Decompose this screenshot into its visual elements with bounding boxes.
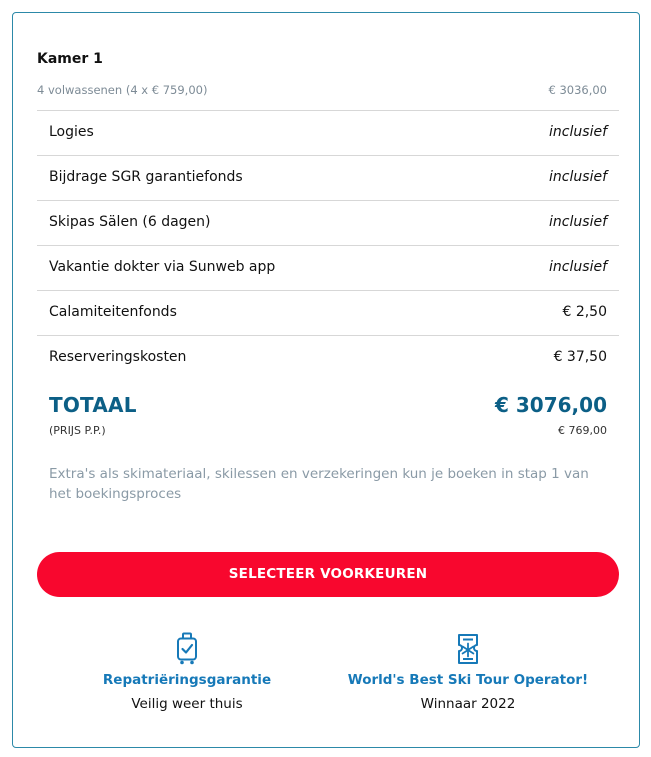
price-row-reserveringskosten [37,335,619,380]
price-row-label: Calamiteitenfonds [49,304,177,320]
room-guests-price: € 3036,00 [548,83,607,97]
select-preferences-button[interactable]: SELECTEER VOORKEUREN [37,552,619,597]
usp-title: World's Best Ski Tour Operator! [347,672,589,688]
price-row-logies [37,110,619,155]
price-row-skipas [37,200,619,245]
price-row-label: Skipas Sälen (6 dagen) [49,214,211,230]
price-row-value: inclusief [549,169,607,185]
luggage-check-icon [174,632,200,666]
price-row-dokter [37,245,619,290]
usp-title: Repatriëringsgarantie [102,672,272,688]
price-row-label: Logies [49,124,94,140]
total-label: TOTAAL [49,393,137,417]
usp-subtitle: Veilig weer thuis [131,696,243,712]
price-row-label: Reserveringskosten [49,349,187,365]
ski-pass-snowflake-icon [455,632,481,666]
price-row-calamiteitenfonds [37,290,619,335]
price-row-value: inclusief [549,214,607,230]
usp-repatriation [42,632,332,712]
usp-award [323,632,613,712]
room-guests: 4 volwassenen (4 x € 759,00) [37,83,208,97]
price-row-value: inclusief [549,124,607,140]
usp-subtitle: Winnaar 2022 [420,696,516,712]
price-row-value: € 37,50 [553,349,607,365]
price-row-value: inclusief [549,259,607,275]
price-row-label: Bijdrage SGR garantiefonds [49,169,243,185]
price-row-sgr [37,155,619,200]
price-per-person: € 769,00 [558,424,607,437]
total-price: € 3076,00 [495,393,607,417]
extras-note: Extra's als skimateriaal, skilessen en verzekeringen kun je boeken in stap 1 van het boekingsproces [49,466,589,502]
total-sublabel: (PRIJS P.P.) [49,424,106,437]
price-row-value: € 2,50 [562,304,607,320]
room-title: Kamer 1 [37,51,103,67]
price-row-label: Vakantie dokter via Sunweb app [49,259,276,275]
